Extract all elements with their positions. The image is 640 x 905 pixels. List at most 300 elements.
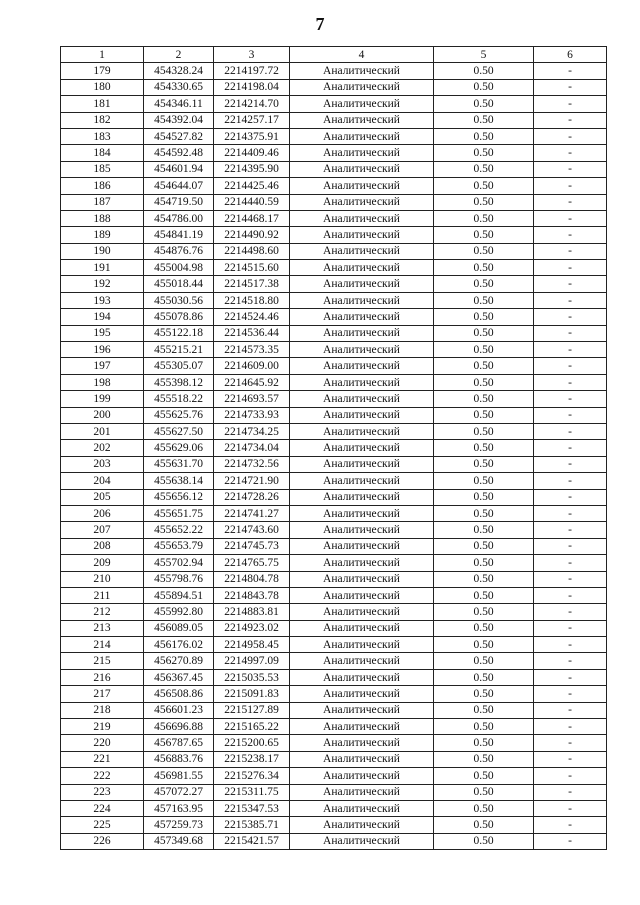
note-cell: - bbox=[534, 128, 607, 144]
table-row bbox=[61, 522, 607, 538]
accuracy-cell: 0.50 bbox=[434, 653, 534, 669]
table-row bbox=[61, 653, 607, 669]
note-cell: - bbox=[534, 751, 607, 767]
table-row bbox=[61, 620, 607, 636]
note-cell: - bbox=[534, 194, 607, 210]
note-cell: - bbox=[534, 637, 607, 653]
note-cell: - bbox=[534, 719, 607, 735]
point-number-cell: 194 bbox=[61, 309, 144, 325]
note-cell: - bbox=[534, 325, 607, 341]
method-cell: Аналитический bbox=[290, 391, 434, 407]
note-cell: - bbox=[534, 178, 607, 194]
method-cell: Аналитический bbox=[290, 473, 434, 489]
method-cell: Аналитический bbox=[290, 292, 434, 308]
x-coordinate-cell: 454644.07 bbox=[144, 178, 214, 194]
x-coordinate-cell: 457163.95 bbox=[144, 800, 214, 816]
method-cell: Аналитический bbox=[290, 702, 434, 718]
table-row bbox=[61, 358, 607, 374]
point-number-cell: 224 bbox=[61, 800, 144, 816]
y-coordinate-cell: 2214743.60 bbox=[214, 522, 290, 538]
x-coordinate-cell: 454876.76 bbox=[144, 243, 214, 259]
x-coordinate-cell: 454601.94 bbox=[144, 161, 214, 177]
y-coordinate-cell: 2214997.09 bbox=[214, 653, 290, 669]
x-coordinate-cell: 457072.27 bbox=[144, 784, 214, 800]
method-cell: Аналитический bbox=[290, 686, 434, 702]
column-header-5: 5 bbox=[434, 47, 534, 63]
x-coordinate-cell: 455656.12 bbox=[144, 489, 214, 505]
accuracy-cell: 0.50 bbox=[434, 407, 534, 423]
x-coordinate-cell: 455653.79 bbox=[144, 538, 214, 554]
method-cell: Аналитический bbox=[290, 800, 434, 816]
column-header-2: 2 bbox=[144, 47, 214, 63]
y-coordinate-cell: 2214693.57 bbox=[214, 391, 290, 407]
method-cell: Аналитический bbox=[290, 243, 434, 259]
point-number-cell: 182 bbox=[61, 112, 144, 128]
table-row bbox=[61, 260, 607, 276]
note-cell: - bbox=[534, 440, 607, 456]
x-coordinate-cell: 456787.65 bbox=[144, 735, 214, 751]
accuracy-cell: 0.50 bbox=[434, 309, 534, 325]
accuracy-cell: 0.50 bbox=[434, 587, 534, 603]
table-row bbox=[61, 128, 607, 144]
accuracy-cell: 0.50 bbox=[434, 210, 534, 226]
table-row bbox=[61, 325, 607, 341]
note-cell: - bbox=[534, 702, 607, 718]
y-coordinate-cell: 2214425.46 bbox=[214, 178, 290, 194]
table-row bbox=[61, 538, 607, 554]
x-coordinate-cell: 455004.98 bbox=[144, 260, 214, 276]
y-coordinate-cell: 2215347.53 bbox=[214, 800, 290, 816]
table-row bbox=[61, 571, 607, 587]
method-cell: Аналитический bbox=[290, 456, 434, 472]
accuracy-cell: 0.50 bbox=[434, 735, 534, 751]
x-coordinate-cell: 455629.06 bbox=[144, 440, 214, 456]
point-number-cell: 214 bbox=[61, 637, 144, 653]
x-coordinate-cell: 454392.04 bbox=[144, 112, 214, 128]
accuracy-cell: 0.50 bbox=[434, 505, 534, 521]
table-row bbox=[61, 79, 607, 95]
point-number-cell: 188 bbox=[61, 210, 144, 226]
y-coordinate-cell: 2215165.22 bbox=[214, 719, 290, 735]
accuracy-cell: 0.50 bbox=[434, 161, 534, 177]
x-coordinate-cell: 456883.76 bbox=[144, 751, 214, 767]
y-coordinate-cell: 2215238.17 bbox=[214, 751, 290, 767]
method-cell: Аналитический bbox=[290, 112, 434, 128]
x-coordinate-cell: 456176.02 bbox=[144, 637, 214, 653]
x-coordinate-cell: 457349.68 bbox=[144, 833, 214, 849]
point-number-cell: 198 bbox=[61, 374, 144, 390]
page-number: 7 bbox=[315, 14, 325, 34]
x-coordinate-cell: 456981.55 bbox=[144, 768, 214, 784]
y-coordinate-cell: 2214765.75 bbox=[214, 555, 290, 571]
table-row bbox=[61, 96, 607, 112]
y-coordinate-cell: 2214518.80 bbox=[214, 292, 290, 308]
point-number-cell: 209 bbox=[61, 555, 144, 571]
y-coordinate-cell: 2214490.92 bbox=[214, 227, 290, 243]
method-cell: Аналитический bbox=[290, 358, 434, 374]
note-cell: - bbox=[534, 669, 607, 685]
note-cell: - bbox=[534, 833, 607, 849]
accuracy-cell: 0.50 bbox=[434, 817, 534, 833]
method-cell: Аналитический bbox=[290, 440, 434, 456]
accuracy-cell: 0.50 bbox=[434, 145, 534, 161]
y-coordinate-cell: 2214395.90 bbox=[214, 161, 290, 177]
y-coordinate-cell: 2214741.27 bbox=[214, 505, 290, 521]
note-cell: - bbox=[534, 292, 607, 308]
accuracy-cell: 0.50 bbox=[434, 194, 534, 210]
accuracy-cell: 0.50 bbox=[434, 489, 534, 505]
y-coordinate-cell: 2214197.72 bbox=[214, 63, 290, 79]
accuracy-cell: 0.50 bbox=[434, 637, 534, 653]
accuracy-cell: 0.50 bbox=[434, 800, 534, 816]
point-number-cell: 218 bbox=[61, 702, 144, 718]
note-cell: - bbox=[534, 473, 607, 489]
y-coordinate-cell: 2214375.91 bbox=[214, 128, 290, 144]
method-cell: Аналитический bbox=[290, 784, 434, 800]
x-coordinate-cell: 456367.45 bbox=[144, 669, 214, 685]
method-cell: Аналитический bbox=[290, 735, 434, 751]
accuracy-cell: 0.50 bbox=[434, 79, 534, 95]
accuracy-cell: 0.50 bbox=[434, 128, 534, 144]
table-row bbox=[61, 243, 607, 259]
method-cell: Аналитический bbox=[290, 145, 434, 161]
point-number-cell: 208 bbox=[61, 538, 144, 554]
table-row bbox=[61, 407, 607, 423]
accuracy-cell: 0.50 bbox=[434, 178, 534, 194]
note-cell: - bbox=[534, 210, 607, 226]
y-coordinate-cell: 2215127.89 bbox=[214, 702, 290, 718]
accuracy-cell: 0.50 bbox=[434, 112, 534, 128]
note-cell: - bbox=[534, 358, 607, 374]
point-number-cell: 180 bbox=[61, 79, 144, 95]
x-coordinate-cell: 455894.51 bbox=[144, 587, 214, 603]
y-coordinate-cell: 2214721.90 bbox=[214, 473, 290, 489]
method-cell: Аналитический bbox=[290, 719, 434, 735]
note-cell: - bbox=[534, 768, 607, 784]
note-cell: - bbox=[534, 571, 607, 587]
method-cell: Аналитический bbox=[290, 194, 434, 210]
y-coordinate-cell: 2214498.60 bbox=[214, 243, 290, 259]
x-coordinate-cell: 454719.50 bbox=[144, 194, 214, 210]
table-row bbox=[61, 292, 607, 308]
point-number-cell: 183 bbox=[61, 128, 144, 144]
accuracy-cell: 0.50 bbox=[434, 276, 534, 292]
point-number-cell: 200 bbox=[61, 407, 144, 423]
x-coordinate-cell: 456696.88 bbox=[144, 719, 214, 735]
table-row bbox=[61, 194, 607, 210]
x-coordinate-cell: 456270.89 bbox=[144, 653, 214, 669]
method-cell: Аналитический bbox=[290, 669, 434, 685]
note-cell: - bbox=[534, 112, 607, 128]
note-cell: - bbox=[534, 587, 607, 603]
point-number-cell: 196 bbox=[61, 342, 144, 358]
y-coordinate-cell: 2214728.26 bbox=[214, 489, 290, 505]
note-cell: - bbox=[534, 686, 607, 702]
point-number-cell: 222 bbox=[61, 768, 144, 784]
point-number-cell: 216 bbox=[61, 669, 144, 685]
point-number-cell: 190 bbox=[61, 243, 144, 259]
table-row bbox=[61, 178, 607, 194]
table-row bbox=[61, 112, 607, 128]
method-cell: Аналитический bbox=[290, 817, 434, 833]
method-cell: Аналитический bbox=[290, 538, 434, 554]
accuracy-cell: 0.50 bbox=[434, 63, 534, 79]
x-coordinate-cell: 454592.48 bbox=[144, 145, 214, 161]
point-number-cell: 195 bbox=[61, 325, 144, 341]
y-coordinate-cell: 2214843.78 bbox=[214, 587, 290, 603]
x-coordinate-cell: 454330.65 bbox=[144, 79, 214, 95]
method-cell: Аналитический bbox=[290, 63, 434, 79]
x-coordinate-cell: 455702.94 bbox=[144, 555, 214, 571]
method-cell: Аналитический bbox=[290, 653, 434, 669]
method-cell: Аналитический bbox=[290, 96, 434, 112]
table-row bbox=[61, 227, 607, 243]
x-coordinate-cell: 455638.14 bbox=[144, 473, 214, 489]
table-row bbox=[61, 505, 607, 521]
y-coordinate-cell: 2214609.00 bbox=[214, 358, 290, 374]
accuracy-cell: 0.50 bbox=[434, 571, 534, 587]
method-cell: Аналитический bbox=[290, 489, 434, 505]
x-coordinate-cell: 454841.19 bbox=[144, 227, 214, 243]
accuracy-cell: 0.50 bbox=[434, 374, 534, 390]
y-coordinate-cell: 2214409.46 bbox=[214, 145, 290, 161]
y-coordinate-cell: 2215421.57 bbox=[214, 833, 290, 849]
y-coordinate-cell: 2214733.93 bbox=[214, 407, 290, 423]
x-coordinate-cell: 455078.86 bbox=[144, 309, 214, 325]
method-cell: Аналитический bbox=[290, 604, 434, 620]
table-row bbox=[61, 555, 607, 571]
point-number-cell: 181 bbox=[61, 96, 144, 112]
method-cell: Аналитический bbox=[290, 342, 434, 358]
point-number-cell: 203 bbox=[61, 456, 144, 472]
x-coordinate-cell: 455625.76 bbox=[144, 407, 214, 423]
note-cell: - bbox=[534, 620, 607, 636]
note-cell: - bbox=[534, 260, 607, 276]
table-row bbox=[61, 686, 607, 702]
x-coordinate-cell: 454527.82 bbox=[144, 128, 214, 144]
note-cell: - bbox=[534, 817, 607, 833]
point-number-cell: 217 bbox=[61, 686, 144, 702]
table-row bbox=[61, 800, 607, 816]
y-coordinate-cell: 2215200.65 bbox=[214, 735, 290, 751]
method-cell: Аналитический bbox=[290, 276, 434, 292]
accuracy-cell: 0.50 bbox=[434, 538, 534, 554]
method-cell: Аналитический bbox=[290, 309, 434, 325]
y-coordinate-cell: 2214732.56 bbox=[214, 456, 290, 472]
table-row bbox=[61, 489, 607, 505]
accuracy-cell: 0.50 bbox=[434, 522, 534, 538]
column-header-4: 4 bbox=[290, 47, 434, 63]
y-coordinate-cell: 2215385.71 bbox=[214, 817, 290, 833]
point-number-cell: 189 bbox=[61, 227, 144, 243]
table-row bbox=[61, 276, 607, 292]
note-cell: - bbox=[534, 456, 607, 472]
method-cell: Аналитический bbox=[290, 637, 434, 653]
accuracy-cell: 0.50 bbox=[434, 686, 534, 702]
table-row bbox=[61, 751, 607, 767]
point-number-cell: 184 bbox=[61, 145, 144, 161]
accuracy-cell: 0.50 bbox=[434, 260, 534, 276]
method-cell: Аналитический bbox=[290, 161, 434, 177]
note-cell: - bbox=[534, 161, 607, 177]
accuracy-cell: 0.50 bbox=[434, 292, 534, 308]
x-coordinate-cell: 455518.22 bbox=[144, 391, 214, 407]
accuracy-cell: 0.50 bbox=[434, 702, 534, 718]
x-coordinate-cell: 455631.70 bbox=[144, 456, 214, 472]
note-cell: - bbox=[534, 489, 607, 505]
accuracy-cell: 0.50 bbox=[434, 719, 534, 735]
note-cell: - bbox=[534, 79, 607, 95]
point-number-cell: 225 bbox=[61, 817, 144, 833]
x-coordinate-cell: 456601.23 bbox=[144, 702, 214, 718]
x-coordinate-cell: 455992.80 bbox=[144, 604, 214, 620]
y-coordinate-cell: 2214745.73 bbox=[214, 538, 290, 554]
note-cell: - bbox=[534, 800, 607, 816]
table-row bbox=[61, 637, 607, 653]
y-coordinate-cell: 2214958.45 bbox=[214, 637, 290, 653]
y-coordinate-cell: 2214524.46 bbox=[214, 309, 290, 325]
point-number-cell: 205 bbox=[61, 489, 144, 505]
accuracy-cell: 0.50 bbox=[434, 243, 534, 259]
table-row bbox=[61, 440, 607, 456]
point-number-cell: 206 bbox=[61, 505, 144, 521]
x-coordinate-cell: 454346.11 bbox=[144, 96, 214, 112]
note-cell: - bbox=[534, 653, 607, 669]
table-row bbox=[61, 145, 607, 161]
y-coordinate-cell: 2215091.83 bbox=[214, 686, 290, 702]
x-coordinate-cell: 455305.07 bbox=[144, 358, 214, 374]
method-cell: Аналитический bbox=[290, 555, 434, 571]
note-cell: - bbox=[534, 309, 607, 325]
x-coordinate-cell: 457259.73 bbox=[144, 817, 214, 833]
table-row bbox=[61, 342, 607, 358]
accuracy-cell: 0.50 bbox=[434, 325, 534, 341]
method-cell: Аналитический bbox=[290, 210, 434, 226]
table-row bbox=[61, 423, 607, 439]
point-number-cell: 187 bbox=[61, 194, 144, 210]
y-coordinate-cell: 2214645.92 bbox=[214, 374, 290, 390]
note-cell: - bbox=[534, 63, 607, 79]
x-coordinate-cell: 455122.18 bbox=[144, 325, 214, 341]
y-coordinate-cell: 2215035.53 bbox=[214, 669, 290, 685]
point-number-cell: 202 bbox=[61, 440, 144, 456]
y-coordinate-cell: 2214573.35 bbox=[214, 342, 290, 358]
note-cell: - bbox=[534, 407, 607, 423]
x-coordinate-cell: 455030.56 bbox=[144, 292, 214, 308]
y-coordinate-cell: 2214883.81 bbox=[214, 604, 290, 620]
table-row bbox=[61, 784, 607, 800]
table-row bbox=[61, 833, 607, 849]
x-coordinate-cell: 456508.86 bbox=[144, 686, 214, 702]
y-coordinate-cell: 2214517.38 bbox=[214, 276, 290, 292]
point-number-cell: 210 bbox=[61, 571, 144, 587]
accuracy-cell: 0.50 bbox=[434, 391, 534, 407]
method-cell: Аналитический bbox=[290, 374, 434, 390]
table-row bbox=[61, 309, 607, 325]
x-coordinate-cell: 455651.75 bbox=[144, 505, 214, 521]
accuracy-cell: 0.50 bbox=[434, 96, 534, 112]
x-coordinate-cell: 456089.05 bbox=[144, 620, 214, 636]
table-header-row bbox=[61, 47, 607, 63]
point-number-cell: 201 bbox=[61, 423, 144, 439]
table-row bbox=[61, 702, 607, 718]
table-row bbox=[61, 604, 607, 620]
accuracy-cell: 0.50 bbox=[434, 669, 534, 685]
note-cell: - bbox=[534, 505, 607, 521]
y-coordinate-cell: 2214536.44 bbox=[214, 325, 290, 341]
point-number-cell: 199 bbox=[61, 391, 144, 407]
y-coordinate-cell: 2214923.02 bbox=[214, 620, 290, 636]
table-row bbox=[61, 768, 607, 784]
note-cell: - bbox=[534, 227, 607, 243]
y-coordinate-cell: 2214214.70 bbox=[214, 96, 290, 112]
accuracy-cell: 0.50 bbox=[434, 227, 534, 243]
y-coordinate-cell: 2214804.78 bbox=[214, 571, 290, 587]
method-cell: Аналитический bbox=[290, 79, 434, 95]
accuracy-cell: 0.50 bbox=[434, 473, 534, 489]
method-cell: Аналитический bbox=[290, 325, 434, 341]
note-cell: - bbox=[534, 374, 607, 390]
accuracy-cell: 0.50 bbox=[434, 784, 534, 800]
point-number-cell: 213 bbox=[61, 620, 144, 636]
accuracy-cell: 0.50 bbox=[434, 358, 534, 374]
point-number-cell: 192 bbox=[61, 276, 144, 292]
table-row bbox=[61, 735, 607, 751]
point-number-cell: 185 bbox=[61, 161, 144, 177]
table-row bbox=[61, 587, 607, 603]
accuracy-cell: 0.50 bbox=[434, 604, 534, 620]
y-coordinate-cell: 2214734.25 bbox=[214, 423, 290, 439]
point-number-cell: 223 bbox=[61, 784, 144, 800]
x-coordinate-cell: 455398.12 bbox=[144, 374, 214, 390]
note-cell: - bbox=[534, 735, 607, 751]
accuracy-cell: 0.50 bbox=[434, 440, 534, 456]
y-coordinate-cell: 2214734.04 bbox=[214, 440, 290, 456]
y-coordinate-cell: 2214515.60 bbox=[214, 260, 290, 276]
x-coordinate-cell: 454328.24 bbox=[144, 63, 214, 79]
point-number-cell: 211 bbox=[61, 587, 144, 603]
method-cell: Аналитический bbox=[290, 620, 434, 636]
note-cell: - bbox=[534, 243, 607, 259]
table-row bbox=[61, 374, 607, 390]
note-cell: - bbox=[534, 604, 607, 620]
point-number-cell: 219 bbox=[61, 719, 144, 735]
point-number-cell: 212 bbox=[61, 604, 144, 620]
y-coordinate-cell: 2214440.59 bbox=[214, 194, 290, 210]
column-header-6: 6 bbox=[534, 47, 607, 63]
method-cell: Аналитический bbox=[290, 128, 434, 144]
accuracy-cell: 0.50 bbox=[434, 833, 534, 849]
point-number-cell: 191 bbox=[61, 260, 144, 276]
method-cell: Аналитический bbox=[290, 833, 434, 849]
y-coordinate-cell: 2214257.17 bbox=[214, 112, 290, 128]
point-number-cell: 215 bbox=[61, 653, 144, 669]
table-row bbox=[61, 161, 607, 177]
method-cell: Аналитический bbox=[290, 522, 434, 538]
method-cell: Аналитический bbox=[290, 571, 434, 587]
point-number-cell: 221 bbox=[61, 751, 144, 767]
column-header-3: 3 bbox=[214, 47, 290, 63]
accuracy-cell: 0.50 bbox=[434, 342, 534, 358]
table-row bbox=[61, 669, 607, 685]
note-cell: - bbox=[534, 555, 607, 571]
note-cell: - bbox=[534, 276, 607, 292]
accuracy-cell: 0.50 bbox=[434, 620, 534, 636]
table-row bbox=[61, 63, 607, 79]
table-row bbox=[61, 473, 607, 489]
accuracy-cell: 0.50 bbox=[434, 751, 534, 767]
x-coordinate-cell: 455798.76 bbox=[144, 571, 214, 587]
